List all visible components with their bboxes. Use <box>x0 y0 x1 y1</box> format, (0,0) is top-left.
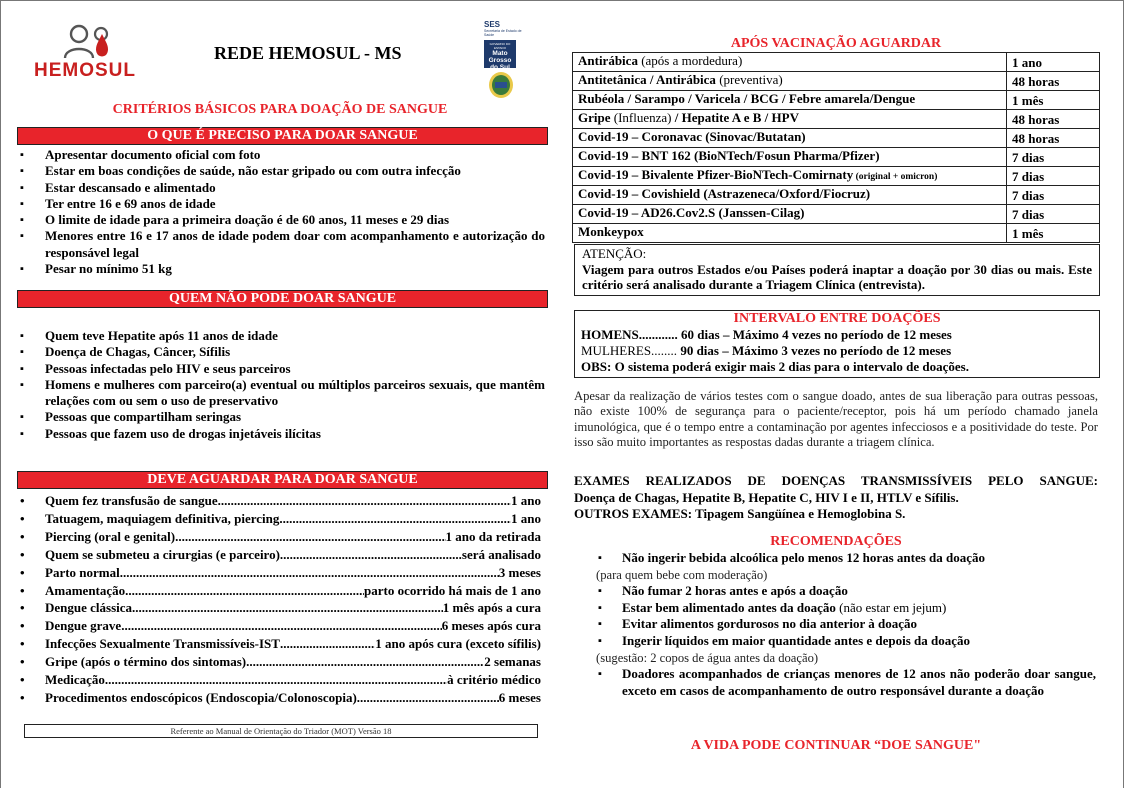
slogan: A VIDA PODE CONTINUAR “DOE SANGUE" <box>690 738 982 753</box>
vaccination-row <box>573 91 1100 110</box>
list-item: ▪ O limite de idade para a primeira doação é de 60 anos, 11 meses e 29 dias <box>17 212 545 228</box>
list-item: ▪ Pesar no mínimo 51 kg <box>17 261 545 277</box>
recommendation-item: ▪ Doadores acompanhados de crianças menores de 12 anos não poderão doar sangue, exceto em casos de acompanhamento de outro responsável durante a doação <box>596 666 1096 699</box>
state-line2: Grosso <box>488 57 512 64</box>
interval-title: INTERVALO ENTRE DOAÇÕES <box>733 311 941 326</box>
state-prefix: GOVERNO DO ESTADO <box>489 42 511 50</box>
section-wait-title: DEVE AGUARDAR PARA DOAR SANGUE <box>17 471 548 489</box>
wait-period: 48 horas <box>1007 72 1100 91</box>
vaccine-name: Gripe (Influenza) / Hepatite A e B / HPV <box>573 110 1007 129</box>
list-item: ▪ Estar em boas condições de saúde, não estar gripado ou com outra infecção <box>17 163 545 179</box>
reference-note: Referente ao Manual de Orientação do Triador (MOT) Versão 18 <box>24 724 538 738</box>
section-cannot-title: QUEM NÃO PODE DOAR SANGUE <box>17 290 548 308</box>
vaccination-table <box>572 52 1100 243</box>
ses-subtitle: Secretaria de Estado de Saúde <box>484 29 522 37</box>
wait-item: • Procedimentos endoscópicos (Endoscopia/Colonoscopia) ..... 6 meses <box>17 689 541 707</box>
vaccination-row <box>573 72 1100 91</box>
wait-item: • Dengue grave ..... 6 meses após cura <box>17 617 541 635</box>
recommendation-item: ▪ Estar bem alimentado antes da doação (não estar em jejum) <box>596 600 1096 617</box>
vaccine-name: Rubéola / Sarampo / Varicela / BCG / Febre amarela/Dengue <box>573 91 1007 110</box>
exams-other: OUTROS EXAMES: Tipagem Sangüínea e Hemoglobina S. <box>574 506 906 521</box>
exams-title: EXAMES REALIZADOS DE DOENÇAS TRANSMISSÍVEIS PELO SANGUE: <box>574 473 1098 488</box>
interval-box <box>574 310 1100 378</box>
vaccine-name: Covid-19 – BNT 162 (BioNTech/Fosun Pharma/Pfizer) <box>573 148 1007 167</box>
wait-period: 1 mês <box>1007 91 1100 110</box>
ses-tag: SES <box>484 20 501 29</box>
attention-title: ATENÇÃO: <box>582 246 647 261</box>
vaccine-name: Antirábica (após a mordedura) <box>573 53 1007 72</box>
vaccination-row <box>573 53 1100 72</box>
recommendation-note: (sugestão: 2 copos de água antes da doação) <box>596 650 819 665</box>
vaccine-name: Antitetânica / Antirábica (preventiva) <box>573 72 1007 91</box>
list-item: ▪ Ter entre 16 e 69 anos de idade <box>17 196 545 212</box>
recommendation-item: ▪ Não fumar 2 horas antes e após a doação <box>596 583 1096 600</box>
vaccination-row <box>573 224 1100 243</box>
recommendations-list <box>596 550 1096 699</box>
recommendation-item: ▪ Evitar alimentos gordurosos no dia anterior à doação <box>596 616 1096 633</box>
network-title: REDE HEMOSUL - MS <box>214 43 402 63</box>
wait-item: • Infecções Sexualmente Transmissíveis-IST ..... 1 ano após cura (exceto sífilis) <box>17 635 541 653</box>
state-flag <box>484 40 516 71</box>
vaccination-row <box>573 110 1100 129</box>
wait-list <box>17 492 541 707</box>
wait-item: • Tatuagem, maquiagem definitiva, piercing ..... 1 ano <box>17 510 541 528</box>
wait-item: • Quem fez transfusão de sangue ..... 1 ano <box>17 492 541 510</box>
list-item: ▪ Pessoas que compartilham seringas <box>17 409 545 425</box>
wait-period: 7 dias <box>1007 186 1100 205</box>
state-line1: Mato <box>492 50 508 57</box>
interval-obs: OBS: O sistema poderá exigir mais 2 dias para o intervalo de doações. <box>581 359 969 374</box>
exams-diseases: Doença de Chagas, Hepatite B, Hepatite C, HIV I e II, HTLV e Sífilis. <box>574 489 959 505</box>
wait-period: 1 ano <box>1007 53 1100 72</box>
vaccination-row <box>573 129 1100 148</box>
vaccination-title: APÓS VACINAÇÃO AGUARDAR <box>730 36 942 51</box>
interval-women: MULHERES........ 90 dias – Máximo 3 vezes no período de 12 meses <box>581 343 952 358</box>
list-item: ▪ Pessoas infectadas pelo HIV e seus parceiros <box>17 361 545 377</box>
exams-block <box>574 473 1098 523</box>
recommendation-item: ▪ Não ingerir bebida alcoólica pelo menos 12 horas antes da doação <box>596 550 1096 567</box>
list-item: ▪ Quem teve Hepatite após 11 anos de idade <box>17 328 545 344</box>
vaccination-row <box>573 205 1100 224</box>
recommendation-note: (para quem bebe com moderação) <box>596 567 768 582</box>
wait-item: • Quem se submeteu a cirurgias (e parceiro) ..... será analisado <box>17 546 541 564</box>
vaccination-row <box>573 148 1100 167</box>
vaccination-row <box>573 186 1100 205</box>
wait-item: • Piercing (oral e genital) ..... 1 ano da retirada <box>17 528 541 546</box>
wait-item: • Medicação ..... à critério médico <box>17 671 541 689</box>
wait-period: 7 dias <box>1007 167 1100 186</box>
attention-text: Viagem para outros Estados e/ou Países poderá inaptar a doação por 30 dias ou mais. Este critério será analisado durante a Triagem Clínica (entrevista). <box>582 261 1092 292</box>
recommendation-item: ▪ Ingerir líquidos em maior quantidade antes e depois da doação <box>596 633 1096 650</box>
list-item: ▪ Homens e mulheres com parceiro(a) eventual ou múltiplos parceiros sexuais, que mantêm relações com ou sem o uso de preservativo <box>17 377 545 410</box>
vaccination-row <box>573 167 1100 186</box>
wait-item: • Parto normal ..... 3 meses <box>17 564 541 582</box>
window-paragraph: Apesar da realização de vários testes com o sangue doado, antes de sua liberação para outras pessoas, não existe 100% de segurança para o paciente/receptor, pois há um período chamado janela imunológica, que é o tempo entre a contaminação por agentes infecciosos e a positividade do teste. Por isso são muito importantes as respostas dadas durante a triagem clínica. <box>574 389 1098 450</box>
list-item: ▪ Pessoas que fazem uso de drogas injetáveis ilícitas <box>17 426 545 442</box>
required-list <box>17 147 545 277</box>
vaccine-name: Covid-19 – Bivalente Pfizer-BioNTech-Comirnaty (original + omicron) <box>573 167 1007 186</box>
list-item: ▪ Doença de Chagas, Câncer, Sífilis <box>17 344 545 360</box>
recommendations-title: RECOMENDAÇÕES <box>770 534 902 549</box>
interval-men: HOMENS............ 60 dias – Máximo 4 vezes no período de 12 meses <box>581 327 952 342</box>
wait-period: 7 dias <box>1007 205 1100 224</box>
list-item: ▪ Apresentar documento oficial com foto <box>17 147 545 163</box>
vaccine-name: Covid-19 – Covishield (Astrazeneca/Oxford/Fiocruz) <box>573 186 1007 205</box>
wait-item: • Dengue clássica ..... 1 mês após a cura <box>17 599 541 617</box>
list-item: ▪ Menores entre 16 e 17 anos de idade podem doar com acompanhamento e autorização do responsável legal <box>17 228 545 261</box>
wait-period: 1 mês <box>1007 224 1100 243</box>
main-title: CRITÉRIOS BÁSICOS PARA DOAÇÃO DE SANGUE <box>112 102 448 117</box>
vaccine-name: Monkeypox <box>573 224 1007 243</box>
attention-box <box>574 244 1100 296</box>
state-seal-icon <box>486 71 516 99</box>
logo-text: HEMOSUL <box>34 60 136 81</box>
cannot-list <box>17 328 545 442</box>
section-required-title: O QUE É PRECISO PARA DOAR SANGUE <box>17 127 548 145</box>
list-item: ▪ Estar descansado e alimentado <box>17 180 545 196</box>
state-line3: do Sul <box>490 64 510 71</box>
wait-item: • Amamentação ..... parto ocorrido há mais de 1 ano <box>17 582 541 600</box>
vaccine-name: Covid-19 – AD26.Cov2.S (Janssen-Cilag) <box>573 205 1007 224</box>
wait-period: 48 horas <box>1007 129 1100 148</box>
wait-period: 48 horas <box>1007 110 1100 129</box>
vaccine-name: Covid-19 – Coronavac (Sinovac/Butatan) <box>573 129 1007 148</box>
wait-item: • Gripe (após o término dos sintomas) ..... 2 semanas <box>17 653 541 671</box>
wait-period: 7 dias <box>1007 148 1100 167</box>
